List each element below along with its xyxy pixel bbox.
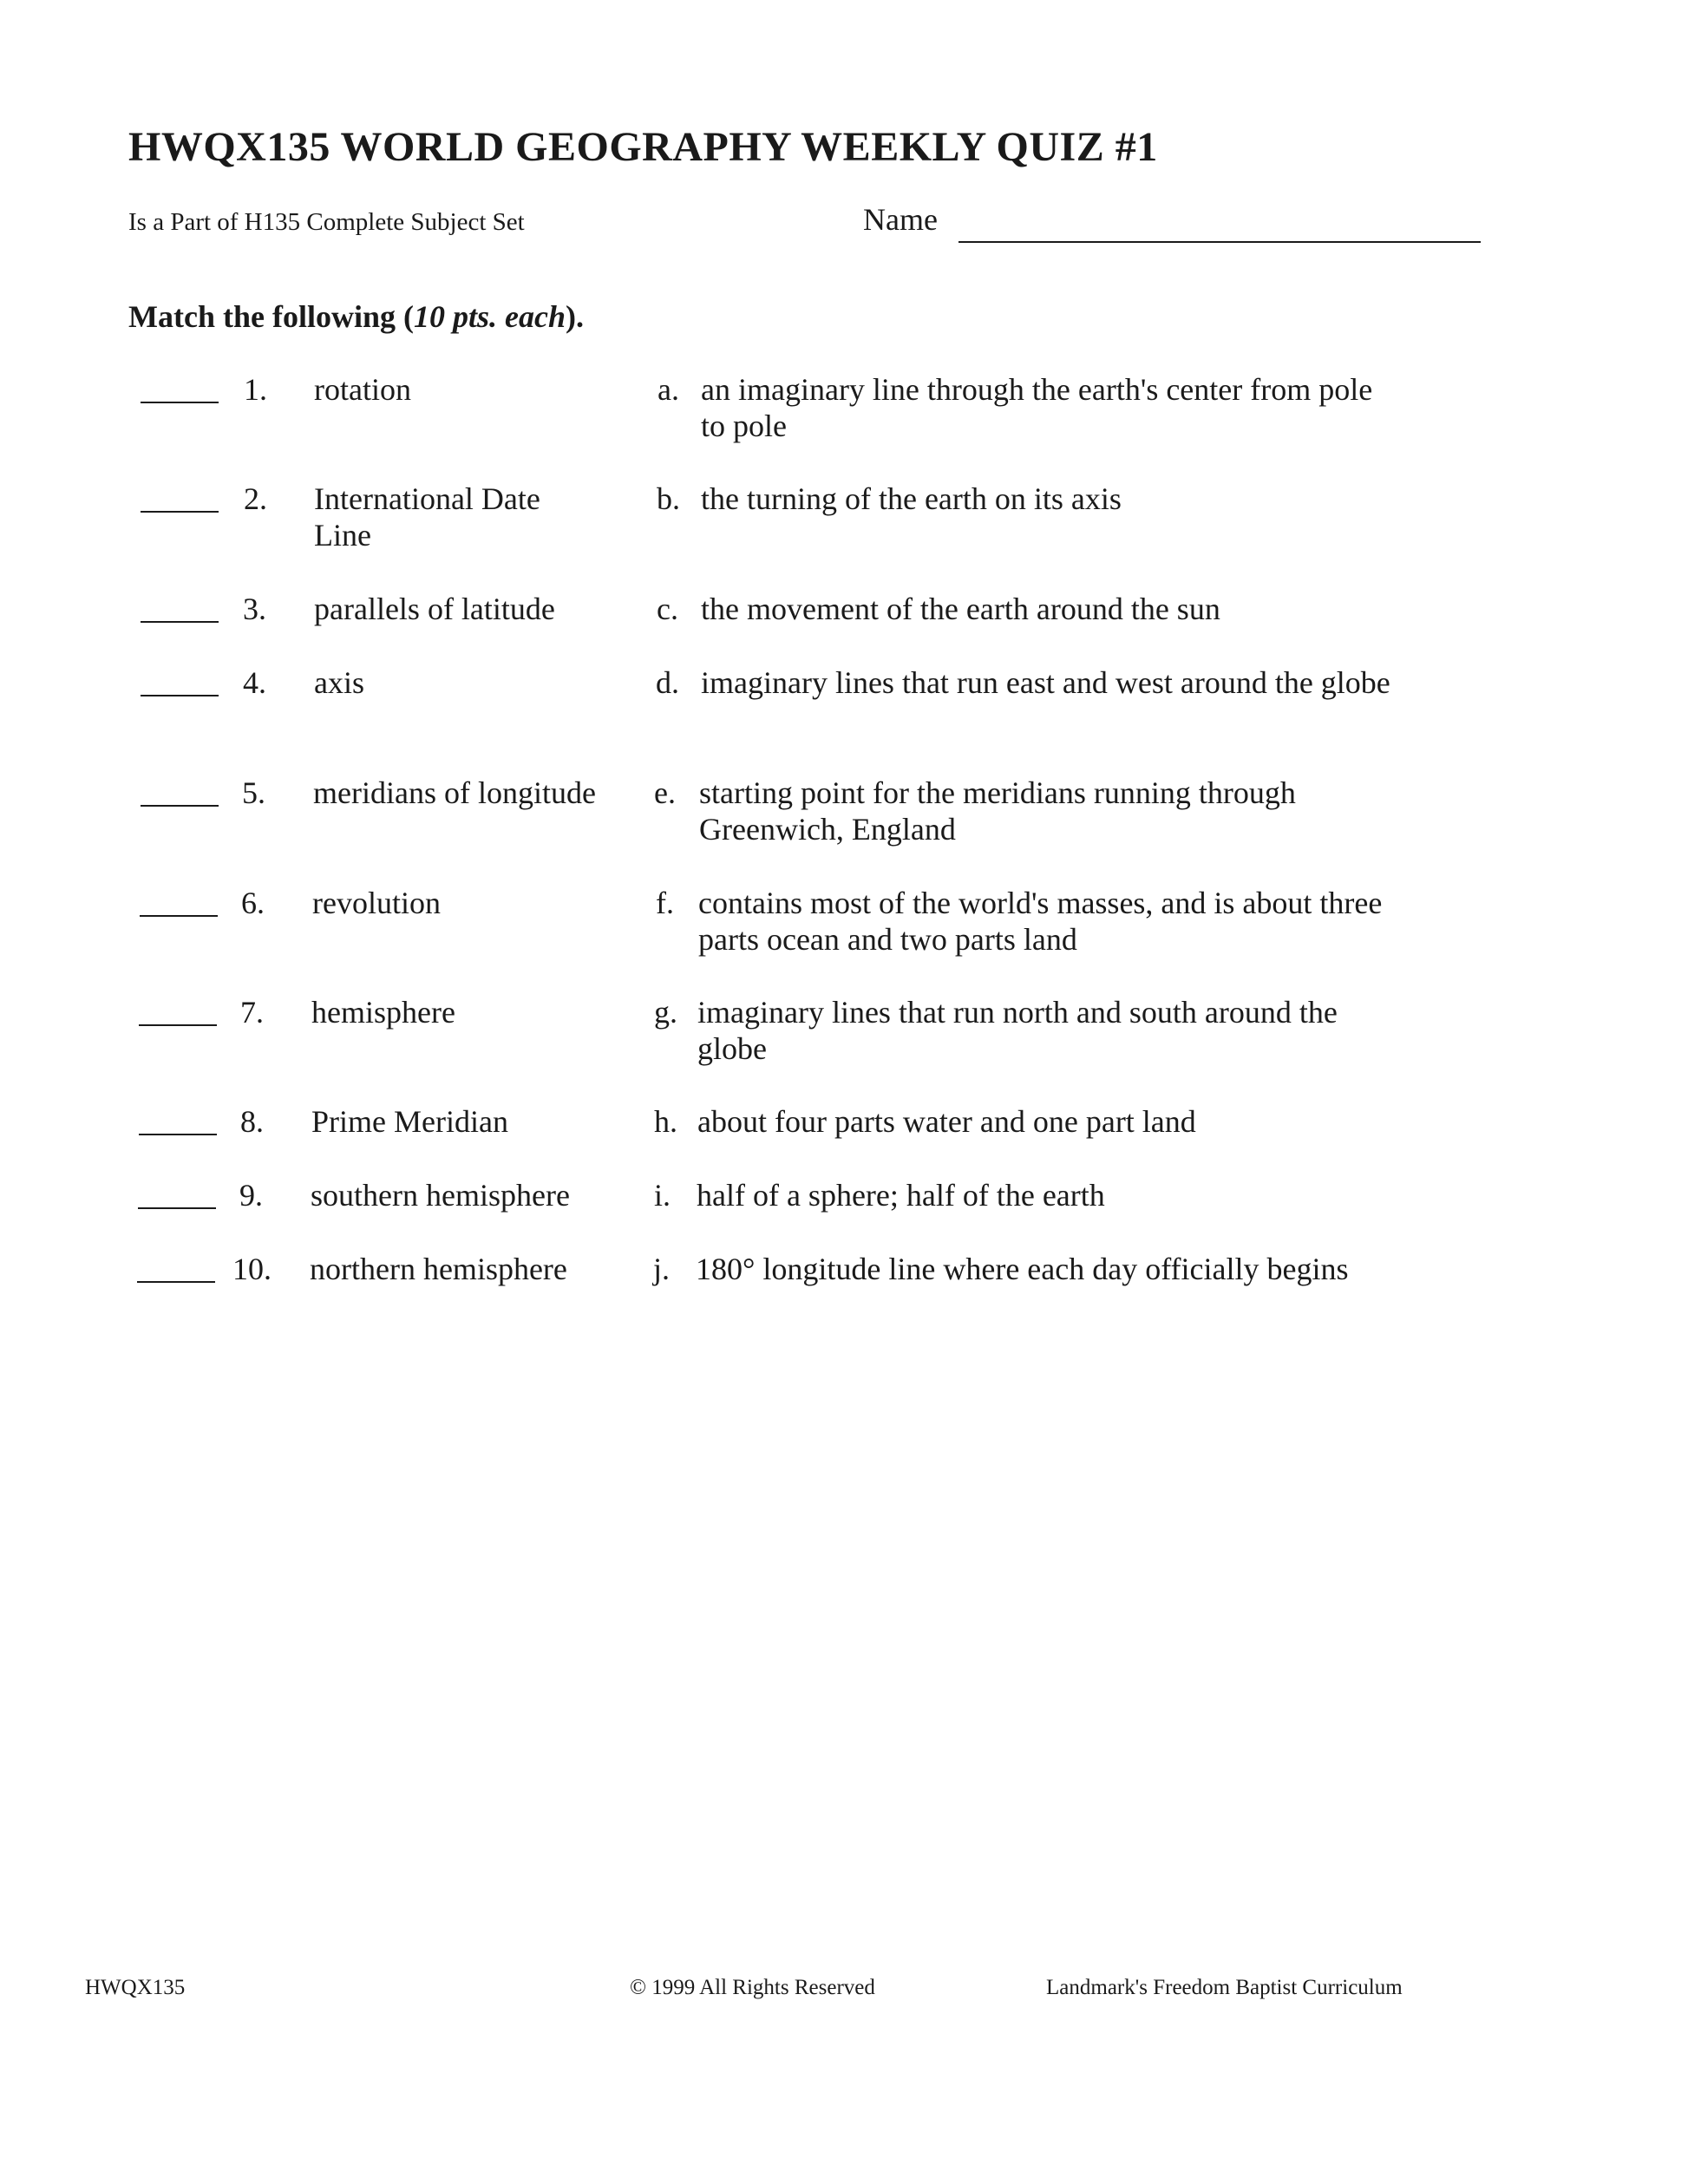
question-row [0, 885, 1688, 963]
definition-text: 180° longitude line where each day officially begins [696, 1252, 1349, 1286]
name-label: Name [863, 202, 938, 237]
question-row [0, 994, 1688, 1072]
question-term: International Date Line [314, 481, 540, 553]
question-number: 9. [239, 1178, 263, 1213]
definition-letter: c. [657, 592, 678, 626]
question-term: meridians of longitude [313, 775, 596, 810]
definition-text: the movement of the earth around the sun [701, 592, 1220, 626]
question-number: 4. [243, 665, 266, 700]
definition-letter: f. [656, 886, 674, 920]
question-row [0, 481, 1688, 559]
question-row [0, 664, 1688, 742]
definition-text: half of a sphere; half of the earth [697, 1178, 1105, 1213]
question-row [0, 1251, 1688, 1329]
definition-letter: e. [654, 775, 676, 810]
answer-blank[interactable] [141, 402, 219, 403]
question-number: 2. [244, 481, 267, 516]
question-number: 3. [243, 592, 266, 626]
answer-blank[interactable] [139, 1134, 217, 1135]
question-term: northern hemisphere [310, 1252, 567, 1286]
definition-text: about four parts water and one part land [697, 1104, 1196, 1139]
question-term: revolution [312, 886, 441, 920]
answer-blank[interactable] [141, 511, 219, 513]
definition-letter: i. [654, 1178, 671, 1213]
definition-text: an imaginary line through the earth's center from pole to pole [701, 372, 1373, 443]
definition-text: contains most of the world's masses, and is about three parts ocean and two parts land [698, 886, 1383, 957]
question-row [0, 1177, 1688, 1220]
answer-blank[interactable] [141, 805, 219, 807]
question-term: southern hemisphere [311, 1178, 570, 1213]
definition-text: the turning of the earth on its axis [701, 481, 1122, 516]
definition-text: imaginary lines that run east and west around the globe [701, 665, 1390, 700]
question-number: 7. [240, 995, 264, 1030]
answer-blank[interactable] [137, 1281, 215, 1283]
question-number: 6. [241, 886, 265, 920]
question-row [0, 591, 1688, 634]
definition-letter: g. [654, 995, 677, 1030]
instructions [128, 298, 584, 335]
instructions-points: 10 pts. each [413, 299, 566, 334]
question-row [0, 775, 1688, 853]
question-number: 8. [240, 1104, 264, 1139]
question-term: hemisphere [311, 995, 455, 1030]
definition-letter: j. [653, 1252, 671, 1286]
name-input-line[interactable] [958, 241, 1481, 243]
definition-letter: d. [656, 665, 679, 700]
question-term: rotation [314, 372, 411, 407]
answer-blank[interactable] [138, 1207, 216, 1209]
answer-blank[interactable] [141, 621, 219, 623]
question-number: 10. [232, 1252, 272, 1286]
footer-publisher: Landmark's Freedom Baptist Curriculum [1046, 1976, 1403, 1999]
question-number: 5. [242, 775, 265, 810]
definition-text: starting point for the meridians running through Greenwich, England [699, 775, 1296, 847]
footer-copyright: © 1999 All Rights Reserved [630, 1976, 875, 1999]
definition-text: imaginary lines that run north and south around the globe [697, 995, 1338, 1066]
instructions-tail: ). [565, 299, 584, 334]
question-term: axis [314, 665, 364, 700]
question-row [0, 1103, 1688, 1147]
definition-letter: a. [658, 372, 679, 407]
answer-blank[interactable] [139, 1024, 217, 1026]
subject-set-note: Is a Part of H135 Complete Subject Set [128, 208, 525, 236]
answer-blank[interactable] [140, 915, 218, 917]
question-term: Prime Meridian [311, 1104, 508, 1139]
definition-letter: h. [654, 1104, 677, 1139]
question-term: parallels of latitude [314, 592, 555, 626]
question-number: 1. [244, 372, 267, 407]
quiz-title: HWQX135 WORLD GEOGRAPHY WEEKLY QUIZ #1 [128, 124, 1158, 170]
footer-code: HWQX135 [85, 1976, 186, 1999]
definition-letter: b. [657, 481, 680, 516]
answer-blank[interactable] [141, 695, 219, 696]
question-row [0, 371, 1688, 449]
instructions-lead: Match the following ( [128, 299, 414, 334]
